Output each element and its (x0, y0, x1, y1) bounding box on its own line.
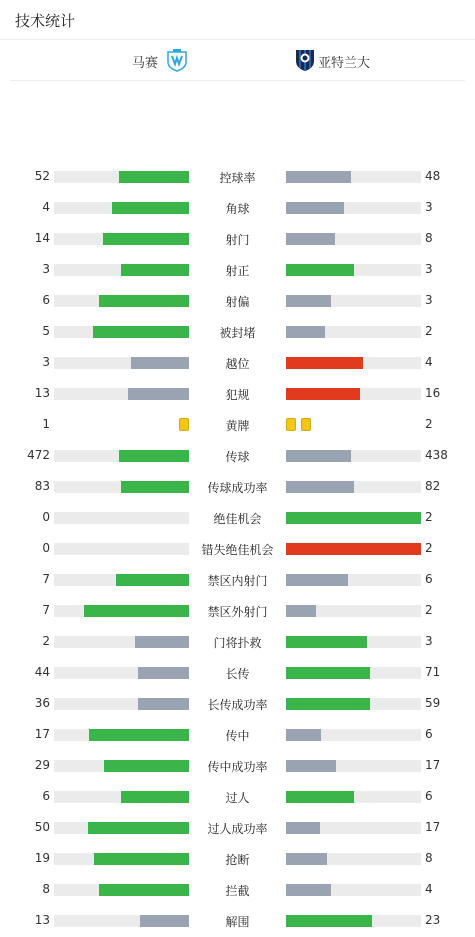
home-value: 6 (42, 789, 50, 803)
home-bar-track (54, 171, 189, 183)
stat-label: 控球率 (219, 171, 256, 185)
home-bar-track (54, 202, 189, 214)
away-bar-fill (286, 915, 372, 927)
home-bar-track (54, 357, 189, 369)
home-bar-track (54, 729, 189, 741)
away-bar-fill (286, 636, 367, 648)
home-team-name: 马赛 (131, 56, 158, 71)
stat-label: 射偏 (225, 295, 250, 309)
home-bar-fill (121, 481, 189, 493)
yellow-card-icon (179, 418, 189, 431)
home-bar-track (54, 760, 189, 772)
marseille-logo-icon (166, 48, 188, 72)
away-bar-track (286, 326, 421, 338)
stat-label: 传中成功率 (207, 760, 268, 774)
home-bar-fill (88, 822, 189, 834)
away-value: 23 (425, 913, 441, 927)
home-bar-fill (140, 915, 189, 927)
home-value: 13 (34, 913, 50, 927)
stat-row (0, 410, 475, 441)
stat-row (0, 193, 475, 224)
home-bar-fill (131, 357, 189, 369)
teams-bar (10, 40, 465, 81)
home-bar-fill (112, 202, 189, 214)
stat-row (0, 875, 475, 906)
stat-label: 传球成功率 (207, 481, 268, 495)
home-value: 29 (34, 758, 50, 772)
away-value: 17 (425, 758, 441, 772)
away-bar-track (286, 884, 421, 896)
away-bar-track (286, 729, 421, 741)
stat-label: 黄牌 (225, 419, 250, 433)
stat-label: 禁区内射门 (207, 574, 268, 588)
away-bar-fill (286, 853, 327, 865)
away-value: 71 (425, 665, 441, 679)
stat-label: 解围 (225, 915, 250, 929)
away-bar-track (286, 357, 421, 369)
away-bar-fill (286, 760, 336, 772)
away-bar-track (286, 388, 421, 400)
stat-label: 射门 (225, 233, 250, 247)
stat-row (0, 813, 475, 844)
away-bar-track (286, 295, 421, 307)
home-value: 5 (42, 324, 50, 338)
away-team-name: 亚特兰大 (318, 56, 371, 71)
away-value: 48 (425, 169, 441, 183)
away-bar-fill (286, 791, 354, 803)
away-value: 59 (425, 696, 441, 710)
away-bar-track (286, 264, 421, 276)
stat-row (0, 720, 475, 751)
away-value: 3 (425, 293, 433, 307)
home-value: 52 (34, 169, 50, 183)
home-value: 6 (42, 293, 50, 307)
home-bar-fill (128, 388, 189, 400)
stat-label: 长传 (225, 667, 250, 681)
home-value: 2 (42, 634, 50, 648)
home-bar-track (54, 388, 189, 400)
home-bar-track (54, 574, 189, 586)
home-bar-fill (138, 698, 189, 710)
away-value: 6 (425, 572, 433, 586)
home-value: 3 (42, 355, 50, 369)
away-bar-track (286, 853, 421, 865)
away-bar-track (286, 791, 421, 803)
stat-label: 过人 (225, 791, 250, 805)
home-value: 4 (42, 200, 50, 214)
home-bar-fill (84, 605, 189, 617)
home-value: 0 (42, 541, 50, 555)
stat-label: 射正 (225, 264, 250, 278)
away-value: 3 (425, 634, 433, 648)
home-bar-fill (104, 760, 189, 772)
home-bar-track (54, 543, 189, 555)
away-bar-track (286, 822, 421, 834)
away-value: 6 (425, 789, 433, 803)
away-bar-track (286, 543, 421, 555)
home-bar-track (54, 915, 189, 927)
home-value: 14 (34, 231, 50, 245)
stat-row (0, 596, 475, 627)
away-bar-fill (286, 822, 320, 834)
away-bar-fill (286, 512, 421, 524)
stat-row (0, 844, 475, 875)
home-bar-track (54, 853, 189, 865)
home-value: 83 (34, 479, 50, 493)
home-bar-track (54, 791, 189, 803)
home-bar-fill (121, 791, 189, 803)
away-value: 438 (425, 448, 448, 462)
home-value: 7 (42, 572, 50, 586)
away-bar-fill (286, 574, 348, 586)
stat-label: 抢断 (225, 853, 250, 867)
stat-row (0, 441, 475, 472)
away-bar-track (286, 636, 421, 648)
stat-row (0, 348, 475, 379)
away-value: 4 (425, 355, 433, 369)
home-bar-track (54, 822, 189, 834)
away-bar-fill (286, 357, 363, 369)
away-bar-track (286, 233, 421, 245)
away-value: 17 (425, 820, 441, 834)
stat-label: 绝佳机会 (213, 512, 262, 526)
stat-row (0, 503, 475, 534)
away-bar-fill (286, 450, 351, 462)
stat-row (0, 379, 475, 410)
away-bar-track (286, 202, 421, 214)
away-bar-track (286, 171, 421, 183)
away-bar-track (286, 760, 421, 772)
stat-label: 犯规 (225, 388, 250, 402)
home-bar-fill (103, 233, 189, 245)
stat-row (0, 534, 475, 565)
home-bar-track (54, 264, 189, 276)
home-bar-fill (99, 884, 189, 896)
yellow-card-icon (286, 418, 296, 431)
away-bar-fill (286, 264, 354, 276)
away-value: 6 (425, 727, 433, 741)
home-bar-fill (119, 171, 189, 183)
stat-label: 门将扑救 (213, 636, 262, 650)
home-value: 1 (42, 417, 50, 431)
away-bar-track (286, 512, 421, 524)
away-bar-fill (286, 667, 370, 679)
home-value: 50 (34, 820, 50, 834)
home-value: 8 (42, 882, 50, 896)
home-value: 7 (42, 603, 50, 617)
away-value: 3 (425, 262, 433, 276)
page-title: 技术统计 (15, 12, 76, 30)
home-bar-track (54, 605, 189, 617)
stats-header (0, 0, 475, 40)
away-value: 16 (425, 386, 441, 400)
stat-row (0, 782, 475, 813)
away-bar-fill (286, 605, 316, 617)
stat-row (0, 689, 475, 720)
home-value: 44 (34, 665, 50, 679)
home-bar-fill (119, 450, 189, 462)
home-value: 36 (34, 696, 50, 710)
stat-row (0, 658, 475, 689)
home-bar-track (54, 698, 189, 710)
away-value: 2 (425, 417, 433, 431)
away-bar-fill (286, 388, 360, 400)
away-value: 4 (425, 882, 433, 896)
stat-label: 被封堵 (219, 326, 256, 340)
away-value: 2 (425, 324, 433, 338)
stat-label: 拦截 (225, 884, 250, 898)
home-bar-fill (135, 636, 189, 648)
away-bar-track (286, 605, 421, 617)
away-bar-fill (286, 543, 421, 555)
stat-row (0, 627, 475, 658)
home-bar-fill (138, 667, 189, 679)
stat-label: 长传成功率 (207, 698, 268, 712)
stat-row (0, 317, 475, 348)
home-bar-fill (121, 264, 189, 276)
home-bar-track (54, 884, 189, 896)
home-value: 472 (27, 448, 50, 462)
away-bar-fill (286, 171, 351, 183)
home-value: 13 (34, 386, 50, 400)
away-value: 2 (425, 603, 433, 617)
stat-row (0, 224, 475, 255)
home-bar-track (54, 233, 189, 245)
away-bar-track (286, 450, 421, 462)
home-value: 19 (34, 851, 50, 865)
stat-label: 传球 (225, 450, 250, 464)
stat-label: 角球 (225, 202, 250, 216)
away-value: 2 (425, 541, 433, 555)
away-bar-fill (286, 326, 325, 338)
home-bar-fill (99, 295, 189, 307)
home-bar-track (54, 636, 189, 648)
stat-label: 禁区外射门 (207, 605, 268, 619)
stat-row (0, 906, 475, 937)
away-bar-fill (286, 295, 331, 307)
away-bar-fill (286, 698, 370, 710)
away-bar-track (286, 915, 421, 927)
away-bar-fill (286, 233, 335, 245)
away-bar-fill (286, 884, 331, 896)
away-value: 8 (425, 231, 433, 245)
yellow-card-icon (301, 418, 311, 431)
stat-row (0, 255, 475, 286)
stat-row (0, 565, 475, 596)
away-bar-track (286, 481, 421, 493)
home-bar-fill (89, 729, 189, 741)
home-bar-track (54, 481, 189, 493)
away-bar-fill (286, 729, 321, 741)
home-bar-track (54, 450, 189, 462)
home-bar-track (54, 295, 189, 307)
stat-label: 过人成功率 (207, 822, 268, 836)
home-bar-track (54, 512, 189, 524)
away-bar-track (286, 574, 421, 586)
stat-label: 传中 (225, 729, 250, 743)
stat-row (0, 751, 475, 782)
away-value: 8 (425, 851, 433, 865)
home-bar-fill (94, 853, 189, 865)
away-value: 82 (425, 479, 441, 493)
stat-label: 越位 (225, 357, 250, 371)
home-value: 17 (34, 727, 50, 741)
stat-row (0, 472, 475, 503)
away-value: 2 (425, 510, 433, 524)
home-bar-fill (116, 574, 189, 586)
away-bar-fill (286, 481, 354, 493)
away-bar-track (286, 667, 421, 679)
away-bar-fill (286, 202, 344, 214)
atalanta-logo-icon (294, 48, 316, 72)
stat-label: 错失绝佳机会 (201, 543, 274, 557)
home-bar-fill (93, 326, 189, 338)
away-value: 3 (425, 200, 433, 214)
home-value: 3 (42, 262, 50, 276)
away-bar-track (286, 698, 421, 710)
home-bar-track (54, 326, 189, 338)
stat-row (0, 286, 475, 317)
home-value: 0 (42, 510, 50, 524)
home-bar-track (54, 667, 189, 679)
stat-row (0, 162, 475, 193)
